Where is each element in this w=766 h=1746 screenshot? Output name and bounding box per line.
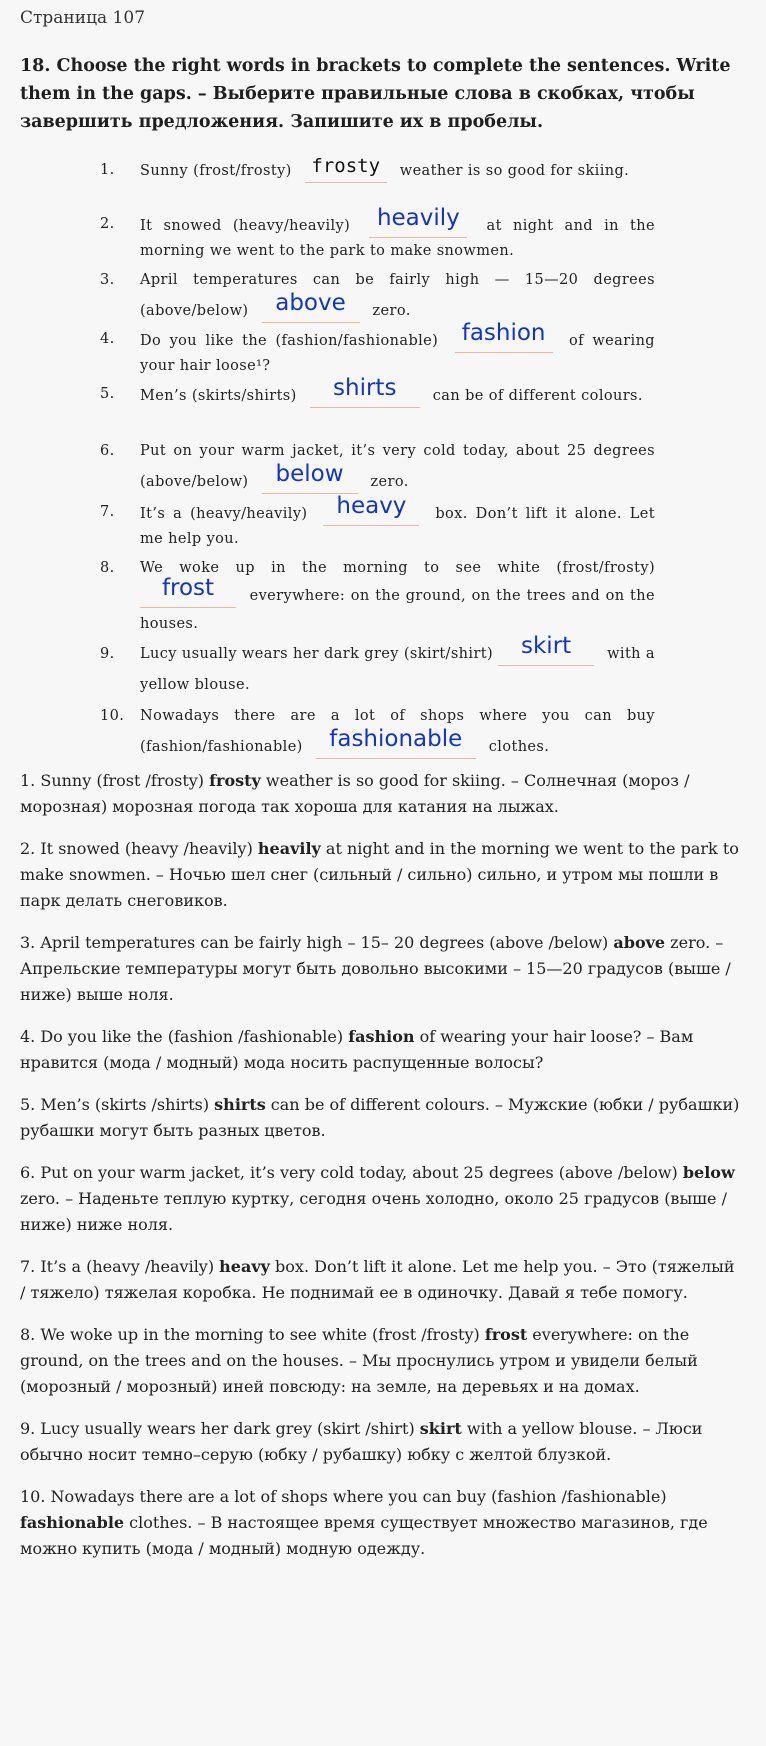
item-number: 4. — [100, 331, 115, 347]
handwritten-answer: above — [275, 290, 346, 316]
exercise-item — [100, 633, 655, 701]
answer-gap — [316, 726, 476, 759]
item-number: 5. — [100, 386, 115, 402]
answer-text: zero. – Наденьте теплую куртку, сегодня очень холодно, около 25 градусов (выше / ниже) ниже ноля. — [20, 1189, 727, 1234]
exercise-item — [100, 436, 655, 500]
answer-text: 8. We woke up in the morning to see white (frost /frosty) — [20, 1325, 485, 1344]
exercise-item — [100, 554, 655, 639]
item-text-before: We woke up in the morning to see white (frost/frosty) — [140, 560, 655, 576]
answer-highlight: frost — [484, 1325, 528, 1344]
answer-gap — [369, 205, 467, 238]
item-text-after: with a yellow blouse. — [140, 646, 655, 693]
answer-text: 2. It snowed (heavy /heavily) — [20, 839, 258, 858]
answer-text: 10. Nowadays there are a lot of shops where you can buy (fashion /fashionable) — [20, 1487, 667, 1506]
answer-highlight: frosty — [209, 771, 261, 790]
answer-gap — [323, 493, 419, 526]
answer-text: of wearing your hair loose? – Вам нравится (мода / модный) мода носить распущенные волосы? — [20, 1027, 694, 1072]
answer-highlight: heavy — [219, 1257, 270, 1276]
answer-text: 1. Sunny (frost /frosty) — [20, 771, 210, 790]
item-number: 6. — [100, 443, 115, 459]
exercise-item — [100, 701, 655, 763]
answer-paragraph — [20, 930, 745, 1008]
answer-paragraph — [20, 836, 745, 914]
answer-highlight: fashion — [348, 1027, 415, 1046]
handwritten-answer: heavily — [376, 205, 460, 231]
handwritten-answer: frost — [161, 575, 215, 601]
item-text-before: Men’s (skirts/shirts) — [140, 388, 297, 404]
item-text-after: zero. — [370, 474, 409, 490]
answer-text: at night and in the morning we went to the park to make snowmen. – Ночью шел снег (сильный / сильно) сильно, и утром мы пошли в парк делать снеговиков. — [20, 839, 739, 910]
handwritten-answer: fashionable — [329, 726, 463, 752]
handwritten-answer: heavy — [336, 493, 407, 519]
item-text-before: It snowed (heavy/heavily) — [140, 218, 351, 234]
answer-text: everywhere: on the ground, on the trees and on the houses. – Мы проснулись утром и увидели белый (морозный / морозный) иней повсюду: на земле, на деревьях и на домах. — [20, 1325, 698, 1396]
answer-gap — [310, 375, 420, 408]
answer-text: 4. Do you like the (fashion /fashionable) — [20, 1027, 349, 1046]
handwritten-answer: below — [275, 461, 344, 487]
answer-text: weather is so good for skiing. – Солнечная (мороз / морозная) морозная погода так хороша для катания на лыжах. — [20, 771, 690, 816]
item-text-before: Sunny (frost/frosty) — [140, 163, 292, 179]
answer-paragraph — [20, 1416, 745, 1468]
item-number: 3. — [100, 272, 115, 288]
answer-text: box. Don’t lift it alone. Let me help you. – Это (тяжелый / тяжело) тяжелая коробка. Не поднимай ее в одиночку. Давай я тебе помогу. — [20, 1257, 735, 1302]
item-text-before: It’s a (heavy/heavily) — [140, 506, 308, 522]
answer-paragraph — [20, 1160, 745, 1238]
answer-text: 7. It’s a (heavy /heavily) — [20, 1257, 220, 1276]
item-text-before: Nowadays there are a lot of shops where you can buy (fashion/fashionable) — [140, 708, 655, 755]
item-number: 1. — [100, 162, 115, 178]
task-heading: 18. Choose the right words in brackets to complete the sentences. Write them in the gaps. – Выберите правильные слова в скобках, чтобы завершить предложения. Запишите их в пробелы. — [20, 56, 731, 132]
item-text-after: clothes. — [488, 739, 550, 755]
item-text-after: box. Don’t lift it alone. Let me help you. — [140, 506, 656, 547]
item-text-before: Put on your warm jacket, it’s very cold today, about 25 degrees (above/below) — [140, 443, 655, 490]
item-number: 7. — [100, 504, 115, 520]
item-text-before: Do you like the (fashion/fashionable) — [140, 333, 439, 349]
answer-text: can be of different colours. – Мужские (юбки / рубашки) рубашки могут быть разных цветов. — [20, 1095, 740, 1140]
answer-paragraph — [20, 1254, 745, 1306]
answer-highlight: shirts — [214, 1095, 266, 1114]
exercise-item — [100, 205, 656, 265]
answer-gap — [140, 575, 236, 608]
answer-gap — [305, 155, 387, 183]
item-text-before: Lucy usually wears her dark grey (skirt/shirt) — [140, 646, 494, 662]
answer-text: 6. Put on your warm jacket, it’s very cold today, about 25 degrees (above /below) — [20, 1163, 683, 1182]
item-number: 9. — [100, 646, 115, 662]
item-text-after: everywhere: on the ground, on the trees and on the houses. — [140, 588, 655, 632]
item-text-after: at night and in the morning we went to the park to make snowmen. — [140, 218, 656, 259]
textbook-exercise-scan — [100, 155, 656, 763]
answer-text: 5. Men’s (skirts /shirts) — [20, 1095, 215, 1114]
answer-paragraph — [20, 768, 745, 820]
answer-gap — [498, 633, 594, 666]
exercise-item — [100, 265, 655, 327]
handwritten-answer: shirts — [333, 375, 397, 401]
answer-paragraph — [20, 1024, 745, 1076]
answer-gap — [455, 320, 553, 353]
answer-text: 9. Lucy usually wears her dark grey (skirt /shirt) — [20, 1419, 420, 1438]
answer-text: with a yellow blouse. – Люси обычно носит темно–серую (юбку / рубашку) юбку с желтой блузкой. — [20, 1419, 703, 1464]
item-text-before: April temperatures can be fairly high — 15—20 degrees (above/below) — [140, 272, 655, 319]
item-text-after: weather is so good for skiing. — [399, 163, 630, 179]
item-text-after: can be of different colours. — [432, 388, 643, 404]
exercise-item — [100, 375, 655, 436]
answer-text: 3. April temperatures can be fairly high – 15– 20 degrees (above /below) — [20, 933, 614, 952]
item-number: 10. — [100, 708, 125, 724]
page-number: Страница 107 — [20, 8, 146, 28]
exercise-item — [100, 493, 656, 554]
item-number: 2. — [100, 216, 115, 232]
answer-highlight: below — [682, 1163, 735, 1182]
item-number: 8. — [100, 560, 115, 576]
answer-highlight: fashionable — [20, 1513, 125, 1532]
exercise-item — [100, 155, 655, 212]
answer-highlight: heavily — [257, 839, 321, 858]
answer-highlight: above — [613, 933, 666, 952]
answer-gap — [262, 461, 358, 494]
item-text-after: of wearing your hair loose¹? — [140, 333, 655, 374]
exercise-item — [100, 320, 655, 382]
handwritten-answer: skirt — [521, 633, 572, 659]
answer-paragraph — [20, 1092, 745, 1144]
answer-gap — [262, 290, 360, 323]
answer-highlight: skirt — [419, 1419, 462, 1438]
answer-text: clothes. – В настоящее время существует множество магазинов, где можно купить (мода / модный) модную одежду. — [20, 1513, 708, 1558]
item-text-after: zero. — [372, 303, 411, 319]
answers-list — [20, 768, 745, 1562]
handwritten-answer: frosty — [311, 155, 381, 177]
answer-text: zero. – Апрельские температуры могут быть довольно высокими – 15—20 градусов (выше / ниже) выше ноля. — [20, 933, 731, 1004]
handwritten-answer: fashion — [461, 320, 546, 346]
answer-paragraph — [20, 1484, 745, 1562]
answer-paragraph — [20, 1322, 745, 1400]
